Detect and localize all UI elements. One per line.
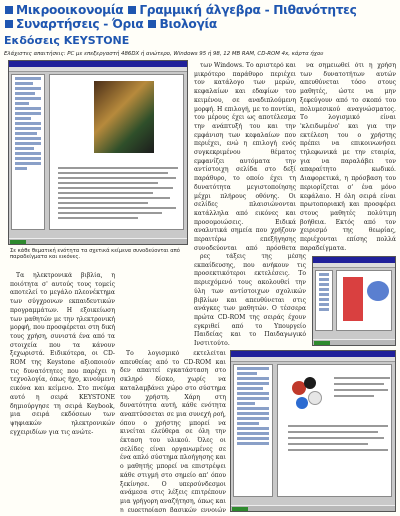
text-column-right-b [300, 62, 396, 252]
content-pane [49, 74, 184, 230]
biology-diagram [343, 277, 363, 321]
start-button [10, 240, 26, 244]
start-button [314, 341, 330, 345]
text-column-mid-bottom [120, 350, 226, 512]
topic-3: Συναρτήσεις - Όρια [16, 17, 144, 31]
figure-caption: Σε κάθε θεματική ενότητα τα σχετικά κείμενα συνοδεύονται από παραδείγματα και εικόνες. [10, 248, 180, 261]
menu-bar [313, 263, 395, 268]
app-screenshot-main [8, 60, 188, 245]
app-screenshot-side [312, 256, 396, 346]
app-screenshot-bottom [230, 350, 396, 512]
text-column-right-a [194, 62, 296, 252]
bullet-square-icon [128, 6, 136, 14]
topic-4: Βιολογία [159, 17, 217, 31]
contents-tree [11, 74, 45, 230]
text-column-mid-top [194, 253, 306, 347]
content-pane [277, 364, 392, 497]
bullet-square-icon [148, 20, 156, 28]
taskbar [313, 339, 395, 345]
taskbar [9, 238, 187, 244]
taskbar [231, 505, 395, 511]
contents-tree [315, 270, 333, 331]
menu-bar [9, 67, 187, 72]
bullet-square-icon [5, 20, 13, 28]
content-pane [336, 270, 392, 331]
topics-headline [4, 3, 396, 31]
contents-tree [233, 364, 273, 497]
molecule-model-image [288, 375, 326, 415]
illustration-image [94, 81, 154, 153]
paragraph: Τα ηλεκτρονικά βιβλία, η ποιότητα σ' αυτούς τους τομείς αποτελεί το μεγάλο πλεονέκτημα των σύγχρονων εκπαιδευτικών προγραμμάτων. Η εξοικείωση των μαθητών με την ηλεκτρονική μορφή, που προσφέρεται στη δική τους χρήση, συνιστά ένα από τα στοιχεία που τα κάνουν ξεχωριστά. Ειδικότερα, οι CD-ROM της Keystone αξιοποιούν τις δυνατότητες που παρέχει η τεχνολογία, όπως ήχο, κινούμενη εικόνα και κείμενο. Στο πνεύμα αυτό η σειρά KEYSTONE δημιούργησε τη σειρά Keybook, μια σειρά εκδόσεων των ψηφιακών ηλεκτρονικών εγχειριδίων για τις ανώτε- [10, 272, 115, 436]
paragraph: ρες τάξεις της μέσης εκπαίδευσης, που ανήκουν τις προσεκτικότεροι εκτελέσεις. Το περιεχόμενό τους ακολουθεί την ύλη των αντίστοιχων σχολικών βιβλίων και απευθύνεται στις ανάγκες των μαθητών. Ο τέσσερα πρώτα CD-ROM της σειράς έχουν εγκριθεί από το Υπουργείο Παιδείας και το Παιδαγωγικό Ινστιτούτο. [194, 253, 306, 347]
paragraph: να σημειωθεί ότι η χρήση των δυνατοτήτων αυτών απευθύνεται τόσο στους μαθητές, ώστε να μην ξεφεύγουν από το σκοπό του πολυμεσικού αναγνώσματος. Το λογισμικό είναι 'κλειδωμένο' και για την εκτέλεση του ο χρήστης πρέπει να επικοινωνήσει τηλεφωνικά με την εταιρία, για να παραλάβει τον απαραίτητο κωδικό. Διαφορετικά, η πρόσβαση του περιορίζεται σ' ένα μόνο κεφάλαιο. Η όλη σειρά είναι πρωτοποριακή και προσφέρει στους μαθητές πολύτιμη βοήθεια. Εκτός από τον χειρισμό της θεωρίας, περιέχονται επίσης πολλά παραδείγματα. [300, 62, 396, 252]
topic-1: Μικροοικονομία [16, 3, 124, 17]
text-column-left [10, 272, 115, 512]
paragraph: Το λογισμικό εκτελείται απευθείας από το CD-ROM και δεν απαιτεί εγκατάσταση στο σκληρό δίσκο, χωρίς να καταλαμβάνει χώρο στο σύστημα του χρήστη. Χάρη στη δυνατότητα αυτή, κάθε ενότητα αναπτύσσεται σε μια συνεχή ροή, όπου ο χρήστης μπορεί να κινείται ελεύθερα σε όλη την έκταση του υλικού. Όλες οι σελίδες είναι οργανωμένες σε ένα απλό σύστημα πλοήγησης και ο μαθητής μπορεί να επιστρέψει κάθε στιγμή στο σημείο απ' όπου ξεκίνησε. Ο υπερσύνδεσμοι ανάμεσα στις λέξεις επιτρέπουν μια γρήγορη αναζήτηση, όπως και η ευρετηρίαση βασικών εννοιών [120, 350, 226, 512]
bullet-square-icon [5, 6, 13, 14]
start-button [232, 507, 248, 511]
menu-bar [231, 357, 395, 362]
topic-2: Γραμμική άλγεβρα - Πιθανότητες [139, 3, 357, 17]
publisher-title: Εκδόσεις KEYSTONE [4, 34, 130, 47]
paragraph: των Windows. Το αριστερό και μικρότερο παράθυρο περιέχει τον κατάλογο των μερών, κεφαλαίων και εδαφίων του κειμένου, σε αναδιπλούμενη μορφή. Η επιλογή, με το ποντίκι, του μέρους έχει ως αποτέλεσμα την ανάπτυξή του και την εμφάνιση των κεφαλαίων που περιέχει, ενώ η επιλογή ενός συγκεκριμένου θέματος εμφανίζει αυτόματα την αντίστοιχη σελίδα στο δεξί παράθυρο, το οποίο έχει τη δυνατότητα μεγιστοποίησης μέχρι πλήρους οθόνης. Οι σελίδες πλαισιώνονται κατάλληλα από εικόνες και προσομοιώσεις. Ειδικά αναλυτικά σημεία που χρήζουν περαιτέρω επεξήγησης συνοδεύονται από πρόσθετα [194, 62, 296, 252]
system-requirements: Ελάχιστες απαιτήσεις: PC με επεξεργαστή 486DX ή ανώτερο, Windows 95 ή 98, 12 MB RAM, CD-ROM 4x, κάρτα ήχου [4, 51, 324, 57]
